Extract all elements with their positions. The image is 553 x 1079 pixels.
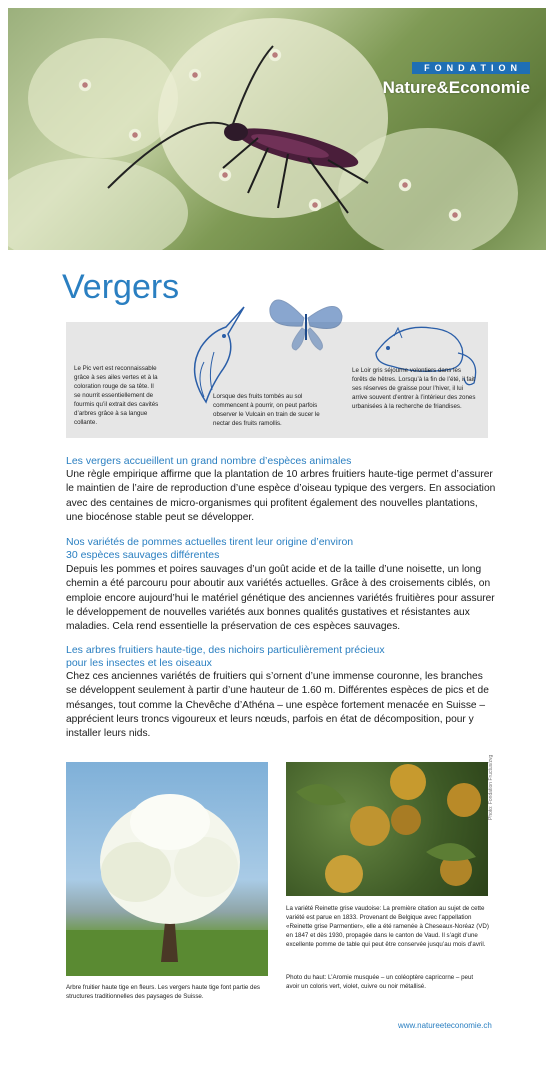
footer-url[interactable]: www.natureeteconomie.ch (398, 1021, 492, 1030)
longhorn-beetle-icon (8, 8, 546, 250)
hero-photo (8, 8, 546, 250)
butterfly-icon (266, 288, 346, 358)
brand-logo (383, 58, 530, 98)
section-2-heading: Nos variétés de pommes actuelles tirent leur origine d’environ 30 espèces sauvages différentes (66, 536, 354, 561)
brand-fondation: FONDATION (412, 62, 530, 74)
apples-photo (286, 762, 488, 896)
section-2-body: Depuis les pommes et poires sauvages d’un goût acide et de la taille d’une noisette, un long chemin a été parcouru pour aboutir aux variétés actuelles. Grâce à des croisements ciblés, on emploie encore aujourd’hui le matériel génétique des anciennes variétés fruitières pour assurer le développement de nouvelles variétés aux bonnes qualités gustatives et résistantes aux maladies. Cela rend essentielle la préservation de ces espèces sauvages. (66, 564, 495, 633)
tree-icon (66, 762, 268, 976)
illustration-strip (66, 322, 488, 438)
brand-name: Nature&Economie (382, 78, 530, 97)
section-1-heading: Les vergers accueillent un grand nombre d’espèces animales (66, 455, 352, 467)
tree-caption: Arbre fruitier haute tige en fleurs. Les vergers haute tige font partie des structures traditionnelles des paysages de Suisse. (66, 984, 260, 1000)
apple-caption: La variété Reinette grise vaudoise: La première citation au sujet de cette variété est parue en 1833. Provenant de Belgique avec l’appellation «Reinette grise Parmentier», elle a été ramenée à Cheseaux-Noréaz (VD) en 1847 et dès 1930, propagée dans le canton de Vaud. Il s’agit d’une excellente pomme de table qui peut être conservée jusqu’au mois d’avril. (286, 905, 489, 948)
page-title: Vergers (62, 268, 180, 306)
section-3-heading: Les arbres fruitiers haute-tige, des nichoirs particulièrement précieux pour les insectes et les oiseaux (66, 644, 385, 669)
section-1-body: Une règle empirique affirme que la plantation de 10 arbres fruitiers haute-tige permet d’assurer le maintien de l’aire de reproduction d’une espèce d’oiseau typique des vergers. En association avec des centaines de micro-organismes qui profitent également des nouvelles plantations, une biocénose stable peut se développer. (66, 469, 496, 523)
dormouse-caption: Le Loir gris séjourne volontiers dans les forêts de hêtres. Lorsqu’à la fin de l’été, il fait ses réserves de graisse pour l’hiver, il lui arrive souvent d’entrer à l’intérieur des zones urbanisées à la recherche de friandises. (352, 367, 476, 410)
photo-credit: Photo: Fondation Fructus/zvg (488, 754, 494, 820)
woodpecker-caption: Le Pic vert est reconnaissable grâce à ses ailes vertes et à la coloration rouge de sa tête. Il se nourrit essentiellement de fourmis qu’il extrait des cavités d’arbres grâce à sa langue collante. (74, 365, 159, 426)
section-3-body: Chez ces anciennes variétés de fruitiers qui s’ornent d’une immense couronne, les branches se développent seulement à partir d’une hauteur de 1.60 m. Différentes espèces de pics et de mésanges, tout comme la Chevêche d’Athéna – une espèce fortement menacée en Suisse – apprécient leurs troncs vigoureux et leurs nœuds, parfois en état de décomposition, pour y installer leurs nids. (66, 671, 489, 740)
apple-icon (286, 762, 488, 896)
butterfly-caption: Lorsque des fruits tombés au sol commencent à pourrir, on peut parfois observer le Vulcain en train de sucer le nectar des fruits ramollis. (213, 393, 320, 427)
hero-photo-caption: Photo du haut: L’Aromie musquée – un coléoptère capricorne – peut avoir un coloris vert, violet, cuivre ou noir métallisé. (286, 974, 474, 990)
blossoming-tree-photo (66, 762, 268, 976)
